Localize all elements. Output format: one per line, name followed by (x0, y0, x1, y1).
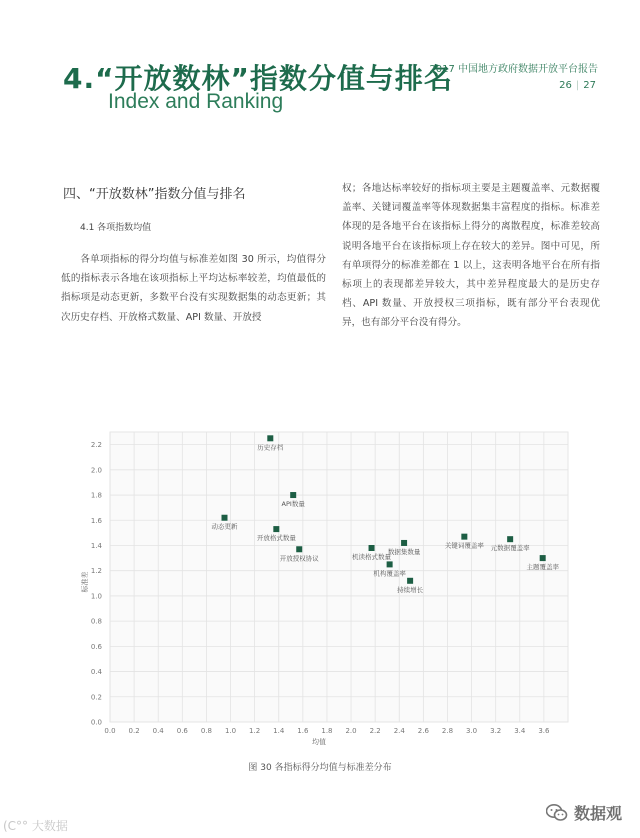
watermark-right-text: 数据观 (573, 804, 622, 823)
x-tick-label: 2.6 (417, 727, 429, 735)
y-tick-label: 0.8 (90, 617, 102, 626)
y-tick-label: 1.8 (90, 491, 102, 500)
data-label: 机读格式数量 (352, 553, 392, 561)
data-point (369, 545, 375, 551)
data-label: 主题覆盖率 (526, 563, 559, 572)
y-tick-label: 1.4 (90, 541, 102, 550)
data-point (401, 540, 407, 546)
y-axis-label: 标准差 (81, 571, 89, 593)
x-tick-label: 1.2 (249, 727, 261, 735)
x-tick-label: 3.0 (466, 727, 478, 735)
x-tick-label: 3.2 (490, 727, 502, 735)
y-tick-label: 0.2 (90, 693, 102, 702)
y-tick-label: 1.0 (90, 592, 102, 601)
data-label: API数量 (281, 500, 305, 509)
figure-caption: 图 30 各指标得分均值与标准差分布 (248, 763, 392, 773)
report-title: 2017 中国地方政府数据开放平台报告 (429, 64, 598, 75)
watermark-left-text: 大数据 (31, 819, 68, 833)
section-heading: 四、“开放数林”指数分值与排名 (63, 187, 246, 202)
x-tick-label: 2.4 (393, 727, 405, 735)
plot-area (110, 432, 568, 722)
section-subtitle: Index and Ranking (108, 90, 284, 113)
y-tick-label: 0.6 (90, 642, 102, 651)
y-tick-label: 2.2 (90, 441, 102, 450)
data-point (273, 526, 279, 532)
data-point (296, 546, 302, 552)
data-label: 数据集数量 (387, 547, 421, 556)
data-point (290, 492, 296, 498)
x-tick-label: 2.8 (441, 727, 454, 735)
data-label: 机构覆盖率 (373, 569, 406, 578)
x-tick-label: 0.8 (200, 727, 212, 735)
data-point (461, 534, 467, 540)
x-tick-label: 0.2 (128, 727, 140, 735)
data-label: 关键词覆盖率 (444, 541, 484, 550)
x-tick-label: 1.0 (224, 727, 237, 735)
data-point (267, 435, 273, 441)
data-label: 历史存档 (257, 443, 284, 452)
page-number-left: 26 (559, 80, 572, 91)
x-tick-label: 1.6 (297, 727, 309, 735)
x-tick-label: 3.4 (514, 727, 526, 735)
data-point (540, 555, 546, 561)
y-tick-label: 0.0 (90, 718, 102, 727)
watermark-left-icon: (C°° (3, 819, 29, 833)
wechat-icon (546, 804, 568, 822)
body-paragraph-right: 权；各地达标率较好的指标项主要是主题覆盖率、元数据覆盖率、关键词覆盖率等体现数据集丰富程度的指标。标准差体现的是各地平台在该指标上得分的离散程度，标准差较高说明各地平台在该指标项上存在较大的差异。图中可见，所有单项得分的标准差都在 1 以上，这表明各地平台在所有指标项上的表现都差异较大，其中差异程度最大的是历史存档、API 数量、开放授权三项指标，既有部分平台表现优异，也有部分平台没有得分。 (342, 183, 600, 329)
data-label: 开放格式数量 (256, 534, 296, 543)
data-point (507, 536, 513, 542)
y-tick-label: 1.6 (90, 516, 102, 525)
page-number-right: 27 (583, 80, 596, 91)
y-tick-label: 1.2 (90, 567, 102, 576)
page-numbers (559, 80, 596, 91)
watermark-right (546, 801, 622, 824)
scatter-chart (80, 420, 580, 750)
x-tick-label: 1.8 (321, 727, 333, 735)
x-tick-label: 2.2 (369, 727, 381, 735)
x-axis-label: 均值 (312, 738, 326, 746)
data-label: 动态更新 (211, 522, 238, 531)
x-tick-label: 1.4 (273, 727, 285, 735)
x-tick-label: 0.4 (152, 727, 164, 735)
y-tick-label: 2.0 (90, 466, 102, 475)
watermark-left (3, 817, 68, 834)
x-tick-label: 2.0 (345, 727, 357, 735)
data-label: 开放授权协议 (279, 554, 319, 563)
data-point (222, 515, 228, 521)
x-tick-label: 0.6 (176, 727, 188, 735)
data-point (407, 578, 413, 584)
y-tick-label: 0.4 (90, 668, 102, 677)
x-tick-label: 0.0 (104, 727, 116, 735)
data-label: 持续增长 (397, 585, 424, 594)
data-label: 元数据覆盖率 (490, 544, 530, 553)
body-paragraph-left: 各单项指标的得分均值与标准差如图 30 所示，均值得分低的指标表示各地在该项指标上平均达标率较差，均值最低的指标项是动态更新，多数平台没有实现数据集的动态更新；其次历史存档、开放格式数量、API 数量、开放授 (61, 254, 326, 323)
data-point (387, 561, 393, 567)
x-tick-label: 3.6 (538, 727, 550, 735)
page-separator: | (575, 80, 580, 91)
section-title: 4.“开放数林”指数分值与排名 (63, 62, 453, 95)
subsection-heading: 4.1 各项指数均值 (80, 223, 152, 233)
